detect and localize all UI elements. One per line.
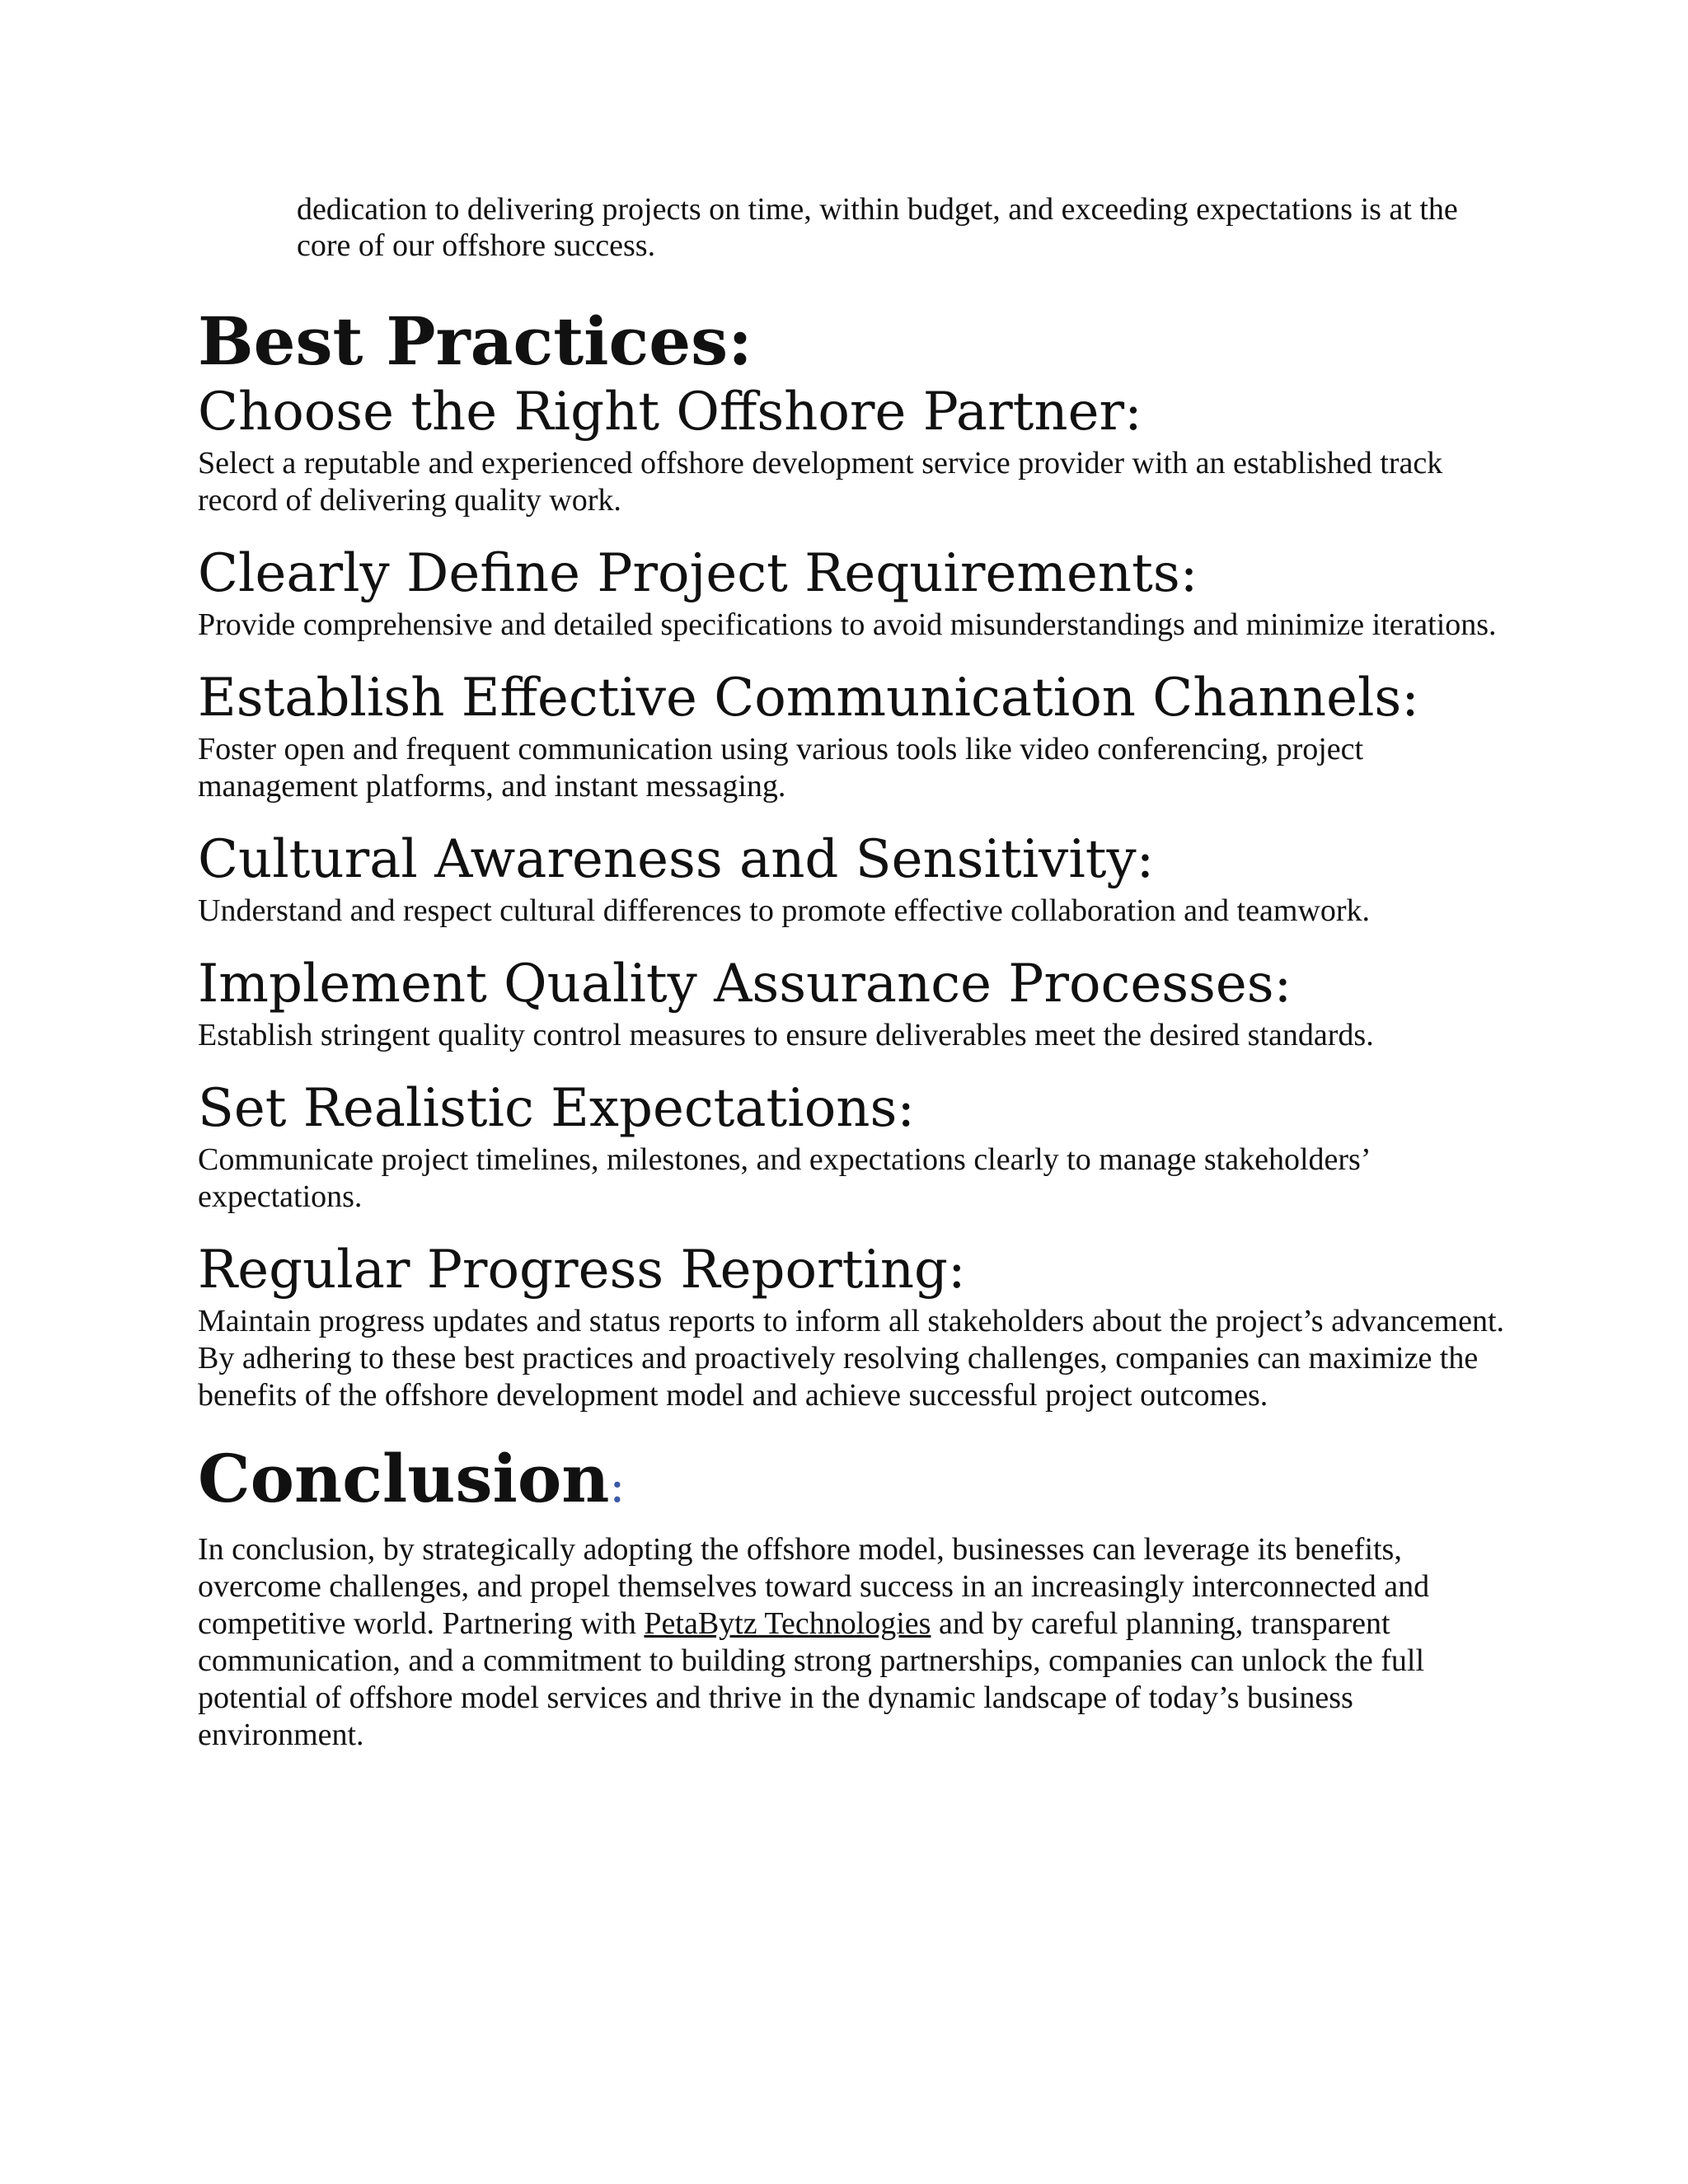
practice-heading: Establish Effective Communication Channels: xyxy=(198,668,1419,729)
practice-item xyxy=(198,954,1517,1054)
conclusion-heading-colon: : xyxy=(609,1460,626,1513)
best-practices-heading: Best Practices: xyxy=(198,302,753,380)
practice-body: Maintain progress updates and status reports to inform all stakeholders about the project’s advancement. By adhering to these best practices and proactively resolving challenges, companies can maximize the benefits of the offshore development model and achieve successful project outcomes. xyxy=(198,1304,1505,1413)
practice-heading: Choose the Right Offshore Partner: xyxy=(198,382,1142,443)
practice-heading: Cultural Awareness and Sensitivity: xyxy=(198,829,1155,890)
conclusion-paragraph xyxy=(198,1531,1517,1754)
practice-item xyxy=(198,544,1517,644)
conclusion-heading-text: Conclusion xyxy=(198,1440,610,1517)
practice-body: Establish stringent quality control measures to ensure deliverables meet the desired standards. xyxy=(198,1018,1374,1052)
main-content xyxy=(198,303,1517,1754)
practice-heading: Set Realistic Expectations: xyxy=(198,1078,915,1139)
practice-item xyxy=(198,830,1517,930)
practice-heading: Clearly Define Project Requirements: xyxy=(198,543,1198,604)
practice-item xyxy=(198,668,1517,805)
practice-heading: Implement Quality Assurance Processes: xyxy=(198,954,1292,1015)
practice-item xyxy=(198,1079,1517,1216)
practice-body: Select a reputable and experienced offshore development service provider with an established track record of delivering quality work. xyxy=(198,446,1443,518)
practice-body: Communicate project timelines, milestones, and expectations clearly to manage stakeholders’ expectations. xyxy=(198,1142,1369,1214)
conclusion-text-before-link: In conclusion, by strategically adopting the offshore model, businesses can leverage its benefits, overcome challenges, and propel themselves toward success in an increasingly interconnected and competitive world. Partnering with xyxy=(198,1532,1430,1641)
conclusion-heading xyxy=(198,1439,1517,1526)
practice-body: Foster open and frequent communication using various tools like video conferencing, project management platforms, and instant messaging. xyxy=(198,732,1364,804)
conclusion-text-after-link: and by careful planning, transparent communication, and a commitment to building strong partnerships, companies can unlock the full potential of offshore model services and thrive in the dynamic landscape of today’s business environment. xyxy=(198,1606,1425,1752)
petabytz-link[interactable]: PetaBytz Technologies xyxy=(644,1606,931,1641)
practice-item xyxy=(198,382,1517,519)
practice-body: Understand and respect cultural differences to promote effective collaboration and teamwork. xyxy=(198,893,1370,928)
intro-paragraph: dedication to delivering projects on time, within budget, and exceeding expectations is at the core of our offshore success. xyxy=(297,192,1458,263)
practice-heading: Regular Progress Reporting: xyxy=(198,1240,966,1301)
practice-body: Provide comprehensive and detailed specifications to avoid misunderstandings and minimize iterations. xyxy=(198,607,1497,642)
practice-item xyxy=(198,1240,1517,1414)
